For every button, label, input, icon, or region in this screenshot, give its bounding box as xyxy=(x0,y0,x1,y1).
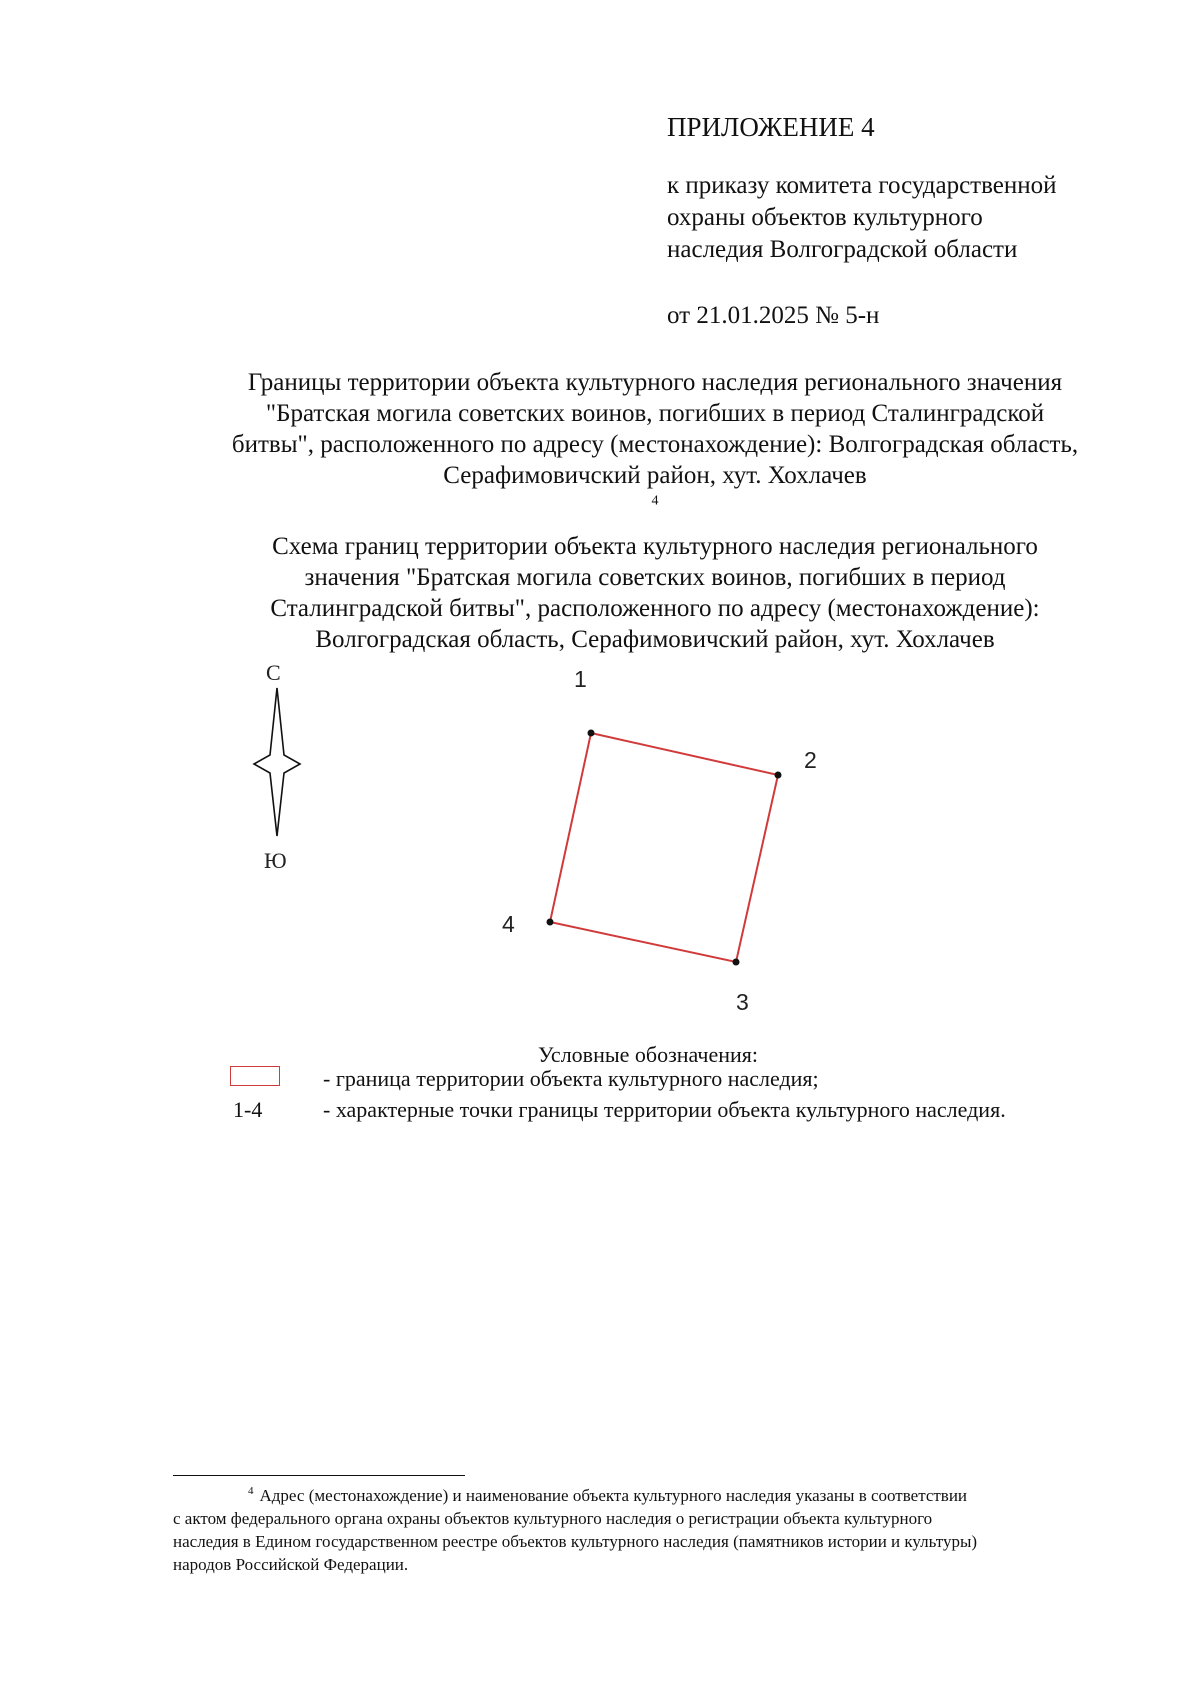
legend-points-description: - характерные точки границы территории объекта культурного наследия. xyxy=(323,1097,1006,1122)
footnote-line-2-text: с актом федерального органа охраны объектов культурного наследия о регистрации объекта культурного xyxy=(173,1509,933,1528)
order-date: от 21.01.2025 № 5-н xyxy=(667,302,880,329)
scheme-title xyxy=(140,531,1170,655)
footnote-line-4-text: народов Российской Федерации. xyxy=(173,1555,409,1574)
boundaries-title-line-3: битвы", расположенного по адресу (местонахождение): Волгоградская область, xyxy=(231,431,1079,458)
footnote xyxy=(173,1484,1151,1576)
boundary-polygon xyxy=(550,733,778,962)
footnote-separator xyxy=(173,1475,465,1476)
appendix-title: ПРИЛОЖЕНИЕ 4 xyxy=(667,112,875,142)
north-arrow-icon xyxy=(254,688,300,836)
footnote-line-1-body: Адрес (местонахождение) и наименование объекта культурного наследия указаны в соответствии xyxy=(259,1486,968,1505)
boundaries-title-line-2: "Братская могила советских воинов, погибших в период Сталинградской xyxy=(265,400,1045,427)
scheme-title-line-4: Волгоградская область, Серафимовичский район, хут. Хохлачев xyxy=(315,626,995,653)
compass-north-label: С xyxy=(266,660,281,685)
appendix-line-2: охраны объектов культурного xyxy=(667,204,983,231)
scheme-title-line-2: значения "Братская могила советских воинов, погибших в период xyxy=(304,564,1006,591)
footnote-reference: 4 xyxy=(651,493,659,509)
scheme-title-line-1: Схема границ территории объекта культурного наследия регионального xyxy=(272,533,1038,560)
appendix-line-1 xyxy=(667,170,1153,202)
boundary-point-2 xyxy=(775,772,782,779)
boundary-point-label-3: 3 xyxy=(736,989,749,1015)
appendix-order-reference xyxy=(667,170,1153,266)
boundaries-title-line-4-text: Серафимовичский район, хут. Хохлачев xyxy=(443,462,867,489)
appendix-line-1-text: к приказу комитета государственной xyxy=(667,172,1057,199)
boundary-point-label-2: 2 xyxy=(804,747,817,773)
boundaries-title-line-4 xyxy=(140,460,1170,522)
boundaries-title-line-1: Границы территории объекта культурного наследия регионального значения xyxy=(247,369,1063,396)
footnote-line-3 xyxy=(173,1530,1151,1553)
boundaries-title xyxy=(140,367,1170,522)
boundary-point-label-4: 4 xyxy=(502,911,515,937)
scheme-title-line-3: Сталинградской битвы", расположенного по адресу (местонахождение): xyxy=(270,595,1040,622)
boundary-point-1 xyxy=(588,730,595,737)
footnote-line-3-text: наследия в Едином государственном реестре объектов культурного наследия (памятников истории и культуры) xyxy=(173,1532,978,1551)
footnote-line-2 xyxy=(173,1507,1151,1530)
legend-points-symbol: 1-4 xyxy=(233,1097,263,1122)
footnote-number: 4 xyxy=(248,1485,254,1498)
boundary-point-label-1: 1 xyxy=(574,666,587,692)
footnote-line-1 xyxy=(173,1484,1151,1507)
legend-boundary-description: - граница территории объекта культурного наследия; xyxy=(323,1066,819,1091)
compass-south-label: Ю xyxy=(264,848,287,873)
footnote-line-4 xyxy=(173,1553,1151,1576)
legend-boundary-swatch xyxy=(230,1066,280,1086)
compass-rose xyxy=(254,660,300,873)
appendix-line-3: наследия Волгоградской области xyxy=(667,236,1018,263)
boundary-scheme xyxy=(0,660,1200,1040)
legend-title: Условные обозначения: xyxy=(538,1042,759,1067)
boundary-point-4 xyxy=(547,919,554,926)
footnote-line-1-text xyxy=(248,1484,967,1507)
boundary-point-3 xyxy=(733,959,740,966)
